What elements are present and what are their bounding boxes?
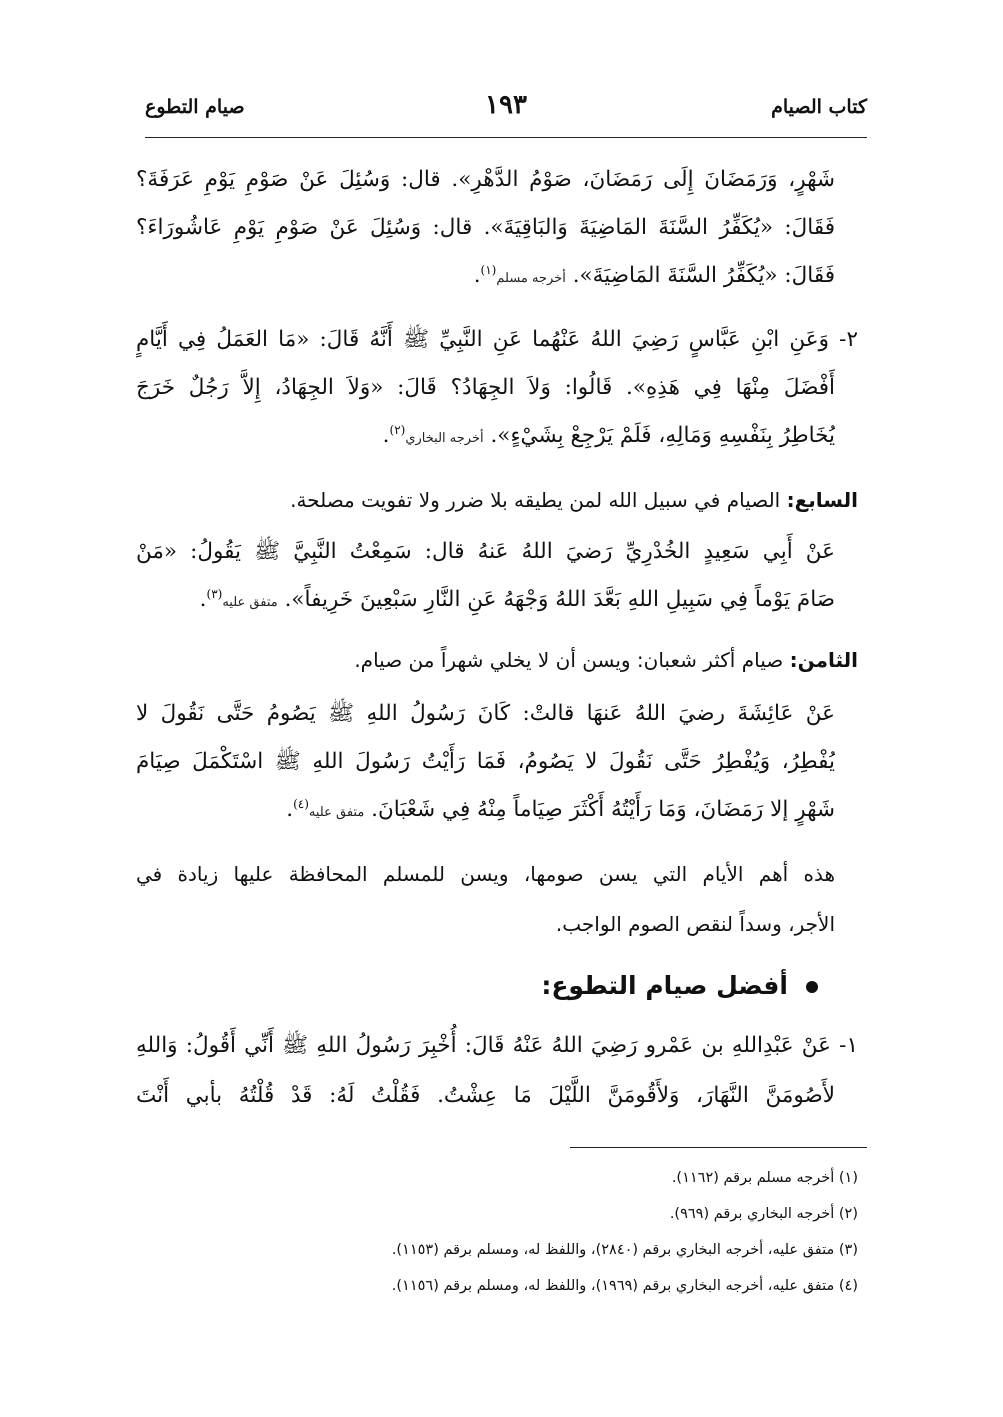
bullet-icon — [806, 981, 818, 993]
text-line: عَنْ عَائِشَةَ رضيَ اللهُ عَنهَا قالتْ: كَانَ رَسُولُ اللهِ ﷺ يَصُومُ حَتَّى نَقُولَ لا — [136, 701, 835, 726]
section-heading: أفضل صيام التطوع: — [136, 962, 858, 1010]
section-label: الثامن: — [789, 648, 858, 672]
footnote-marker: (٢) — [389, 422, 406, 437]
text-line: يُفْطِرُ، وَيُفْطِرُ حَتَّى نَقُولَ لا يَصُومُ، فَمَا رَأَيْتُ رَسُولَ اللهِ ﷺ اسْتَكْمَلَ صِيَامَ — [136, 749, 835, 774]
text-line: أَفْضَلَ مِنْهَا فِي هَذِهِ». قَالُوا: وَلاَ الجِهَادُ؟ قَالَ: «وَلاَ الجِهَادُ، إِلاَّ رَجُلٌ خَرَجَ — [136, 375, 835, 400]
text-line: السابع: الصيام في سبيل الله لمن يطيقه بلا ضرر ولا تفويت مصلحة. — [290, 488, 858, 512]
footnote-marker: (٤) — [293, 796, 309, 811]
text-line: ٢- وَعَنِ ابْنِ عَبَّاسٍ رَضِيَ اللهُ عَنْهُما عَنِ النَّبِيِّ ﷺ أَنَّهُ قَالَ: «مَا العَمَلُ فِي أَيَّامٍ — [136, 327, 858, 352]
footnote-marker: (٣) — [206, 586, 223, 601]
text-line: الأجر، وسداً لنقص الصوم الواجب. — [555, 912, 835, 936]
footnote: (٢) أخرجه البخاري برقم (٩٦٩). — [669, 1206, 858, 1222]
footnote: (١) أخرجه مسلم برقم (١١٦٢). — [671, 1170, 858, 1186]
footnote-divider — [570, 1147, 867, 1148]
running-header — [145, 90, 867, 128]
text-line: شَهْرٍ إلا رَمَضَانَ، وَمَا رَأَيْتُهُ أَكْثَرَ صِيَاماً مِنْهُ فِي شَعْبَانَ. متفق عليه$^{(٤)}$. — [286, 796, 835, 822]
text-line: عَنْ أَبِي سَعِيدٍ الخُدْرِيِّ رَضيَ اللهُ عَنهُ قال: سَمِعْتُ النَّبِيَّ ﷺ يَقُولُ: «مَنْ — [136, 539, 835, 564]
hadith-source: أخرجه البخاري — [405, 431, 484, 446]
footnote: (٤) متفق عليه، أخرجه البخاري برقم (١٩٦٩)، واللفظ له، ومسلم برقم (١١٥٦). — [391, 1278, 858, 1294]
footnote: (٣) متفق عليه، أخرجه البخاري برقم (٢٨٤٠)، واللفظ له، ومسلم برقم (١١٥٣). — [391, 1242, 858, 1258]
text-line: ١- عَنْ عَبْدِاللهِ بن عَمْرو رَضِيَ اللهُ عَنْهُ قَالَ: أُخْبِرَ رَسُولُ اللهِ ﷺ أَنِّي أَقُولُ: وَاللهِ — [136, 1033, 858, 1058]
section-title: صيام التطوع — [145, 96, 245, 118]
section-label: السابع: — [786, 488, 858, 512]
book-title: كتاب الصيام — [771, 96, 867, 118]
text-line: شَهْرٍ، وَرَمَضَانَ إِلَى رَمَضَانَ، صَوْمُ الدَّهْرِ». قال: وَسُئِلَ عَنْ صَوْمِ يَوْمِ عَرَفَةَ؟ — [136, 167, 835, 192]
hadith-source: متفق عليه — [222, 595, 278, 610]
text-line: يُخَاطِرُ بِنَفْسِهِ وَمَالِهِ، فَلَمْ يَرْجِعْ بِشَيْءٍ». أخرجه البخاري$^{(٢)}$. — [382, 422, 835, 448]
text-line: فَقَالَ: «يُكَفِّرُ السَّنَةَ المَاضِيَةَ وَالبَاقِيَةَ». قال: وَسُئِلَ عَنْ صَوْمِ يَوْمِ عَاشُورَاءَ؟ — [136, 215, 835, 240]
text-line: الثامن: صيام أكثر شعبان: ويسن أن لا يخلي شهراً من صيام. — [354, 648, 858, 672]
text-line: هذه أهم الأيام التي يسن صومها، ويسن للمسلم المحافظة عليها زيادة في — [136, 862, 835, 886]
hadith-source: أخرجه مسلم — [496, 271, 566, 286]
page-number: ١٩٣ — [485, 90, 527, 120]
hadith-source: متفق عليه — [308, 805, 365, 820]
text-line: لأَصُومَنَّ النَّهَارَ، وَلأَقُومَنَّ اللَّيْلَ مَا عِشْتُ. فَقُلْتُ لَهُ: قَدْ قُلْتُهُ بأبي أَنْتَ — [136, 1083, 835, 1108]
footnote-marker: (١) — [480, 262, 497, 277]
header-divider — [145, 137, 867, 138]
text-line: فَقَالَ: «يُكَفِّرُ السَّنَةَ المَاضِيَةَ». أخرجه مسلم$^{(١)}$. — [473, 262, 835, 288]
text-line: صَامَ يَوْماً فِي سَبِيلِ اللهِ بَعَّدَ اللهُ وَجْهَهُ عَنِ النَّارِ سَبْعِينَ خَرِيفاً». متفق عليه$^{(٣)}$. — [199, 586, 835, 612]
